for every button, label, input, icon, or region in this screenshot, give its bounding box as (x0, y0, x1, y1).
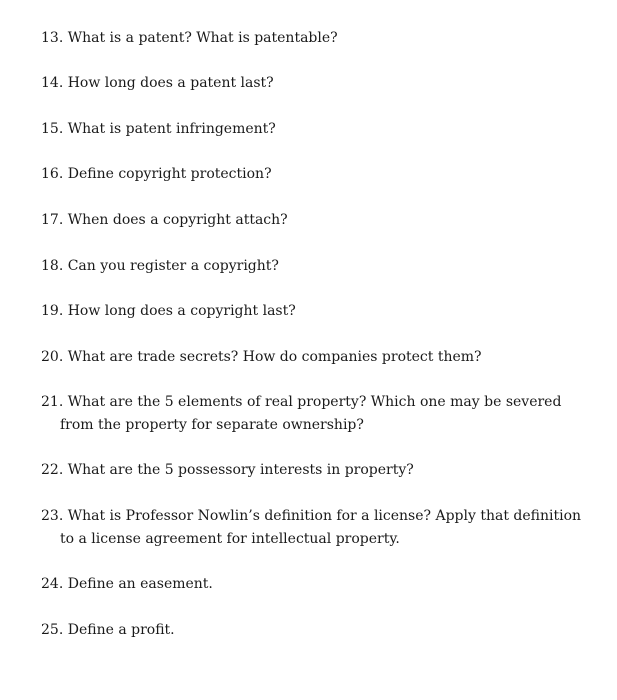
question-text: Define a profit. (67, 622, 175, 638)
question-text: What are the 5 elements of real property? Which one may be severed from the property for separate ownership? (60, 394, 562, 433)
question-number: 20. (41, 349, 64, 365)
question-number: 23. (41, 508, 64, 524)
question-16 (41, 163, 593, 186)
question-number: 13. (41, 30, 64, 46)
question-25 (41, 619, 593, 642)
question-17 (41, 209, 593, 232)
question-number: 24. (41, 576, 64, 592)
question-21 (41, 391, 593, 437)
question-text: What is Professor Nowlin’s definition for a license? Apply that definition to a license agreement for intellectual property. (60, 508, 582, 547)
question-number: 21. (41, 394, 64, 410)
question-number: 15. (41, 121, 64, 137)
question-text: When does a copyright attach? (67, 212, 288, 228)
question-14 (41, 72, 593, 95)
question-text: Define copyright protection? (67, 166, 272, 182)
question-20 (41, 346, 593, 369)
question-number: 18. (41, 258, 64, 274)
question-text: What are trade secrets? How do companies protect them? (67, 349, 482, 365)
question-number: 22. (41, 462, 64, 478)
question-number: 17. (41, 212, 64, 228)
question-text: Can you register a copyright? (67, 258, 279, 274)
question-13 (41, 27, 593, 50)
question-text: What are the 5 possessory interests in property? (67, 462, 414, 478)
question-22 (41, 459, 593, 482)
question-15 (41, 118, 593, 141)
question-23 (41, 505, 593, 551)
question-text: What is patent infringement? (67, 121, 276, 137)
question-text: How long does a patent last? (67, 75, 274, 91)
question-text: How long does a copyright last? (67, 303, 296, 319)
question-number: 25. (41, 622, 64, 638)
question-19 (41, 300, 593, 323)
question-number: 16. (41, 166, 64, 182)
question-18 (41, 255, 593, 278)
question-24 (41, 573, 593, 596)
question-text: Define an easement. (67, 576, 213, 592)
question-number: 14. (41, 75, 64, 91)
question-number: 19. (41, 303, 64, 319)
question-text: What is a patent? What is patentable? (67, 30, 338, 46)
